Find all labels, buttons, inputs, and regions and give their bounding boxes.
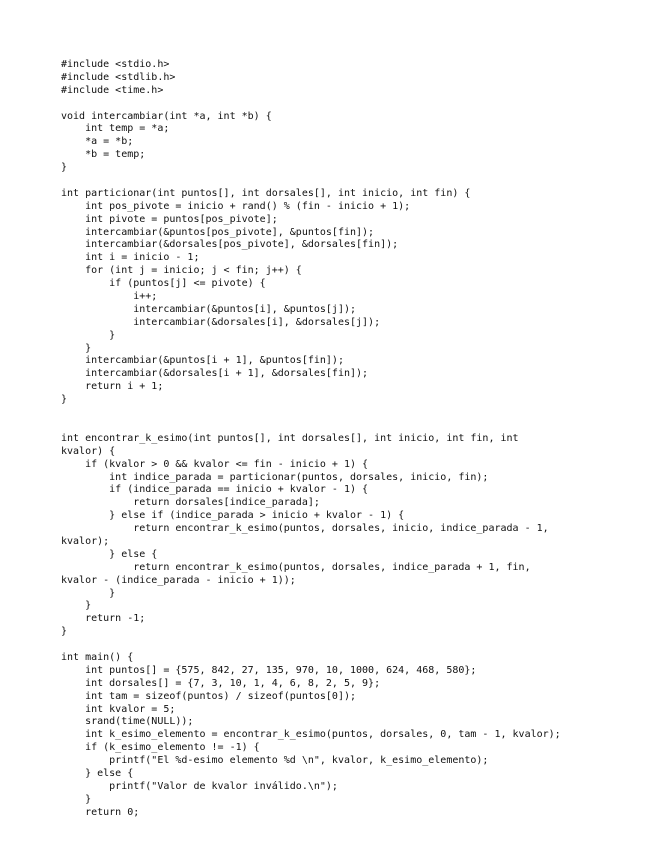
code-line: return encontrar_k_esimo(puntos, dorsales, inicio, indice_parada - 1, (61, 523, 549, 535)
code-line: kvalor); (61, 535, 110, 547)
code-line: return -1; (61, 613, 146, 625)
code-line: int dorsales[] = {7, 3, 10, 1, 4, 6, 8, 2, 5, 9}; (61, 677, 381, 689)
code-line: } (61, 329, 116, 341)
code-line: int k_esimo_elemento = encontrar_k_esimo(puntos, dorsales, 0, tam - 1, kvalor); (61, 729, 561, 741)
code-line: } (61, 600, 92, 612)
code-line (61, 98, 561, 111)
code-line: int encontrar_k_esimo(int puntos[], int dorsales[], int inicio, int fin, int (61, 432, 519, 444)
code-line: kvalor - (indice_parada - inicio + 1)); (61, 574, 296, 586)
code-line: int puntos[] = {575, 842, 27, 135, 970, 10, 1000, 624, 468, 580}; (61, 664, 477, 676)
code-line: } (61, 793, 92, 805)
code-line: } else if (indice_parada > inicio + kvalor - 1) { (61, 510, 405, 522)
code-line (61, 420, 561, 433)
code-line: int pivote = puntos[pos_pivote]; (61, 213, 278, 225)
code-line (61, 175, 561, 188)
code-line: } (61, 626, 68, 638)
code-line: *a = *b; (61, 136, 134, 148)
code-line: intercambiar(&puntos[pos_pivote], &puntos[fin]); (61, 226, 375, 238)
code-line: int indice_parada = particionar(puntos, dorsales, inicio, fin); (61, 471, 489, 483)
code-line: #include <stdlib.h> (61, 71, 176, 83)
code-line: intercambiar(&puntos[i], &puntos[j]); (61, 303, 357, 315)
code-line: return 0; (61, 806, 140, 818)
code-line (61, 407, 561, 420)
code-line: } (61, 587, 116, 599)
code-line: if (indice_parada == inicio + kvalor - 1) { (61, 484, 369, 496)
code-line: if (kvalor > 0 && kvalor <= fin - inicio + 1) { (61, 458, 369, 470)
code-line: return dorsales[indice_parada]; (61, 497, 320, 509)
code-line (61, 639, 561, 652)
code-line: } (61, 342, 92, 354)
code-line: for (int j = inicio; j < fin; j++) { (61, 265, 302, 277)
code-line: intercambiar(&dorsales[i], &dorsales[j]); (61, 316, 381, 328)
code-line: } (61, 162, 68, 174)
code-line: if (puntos[j] <= pivote) { (61, 278, 266, 290)
code-line: kvalor) { (61, 445, 116, 457)
code-line: int main() { (61, 651, 134, 663)
code-line: srand(time(NULL)); (61, 716, 194, 728)
code-line: printf("El %d-esimo elemento %d \n", kvalor, k_esimo_elemento); (61, 755, 489, 767)
code-line: int kvalor = 5; (61, 703, 176, 715)
code-line: #include <stdio.h> (61, 59, 170, 70)
code-line: return encontrar_k_esimo(puntos, dorsales, indice_parada + 1, fin, (61, 561, 531, 573)
code-line: } else { (61, 548, 158, 560)
code-line: printf("Valor de kvalor inválido.\n"); (61, 780, 338, 792)
code-line: int i = inicio - 1; (61, 252, 200, 264)
code-line: int particionar(int puntos[], int dorsales[], int inicio, int fin) { (61, 187, 471, 199)
code-line: *b = temp; (61, 149, 146, 161)
code-line: int temp = *a; (61, 123, 170, 135)
source-code-block (61, 59, 561, 820)
code-line: void intercambiar(int *a, int *b) { (61, 110, 272, 122)
code-line: #include <time.h> (61, 84, 164, 96)
code-line: int pos_pivote = inicio + rand() % (fin - inicio + 1); (61, 200, 411, 212)
code-line: if (k_esimo_elemento != -1) { (61, 742, 260, 754)
code-line: i++; (61, 291, 158, 303)
code-line: } (61, 394, 68, 406)
code-line: intercambiar(&puntos[i + 1], &puntos[fin]); (61, 355, 344, 367)
code-line: intercambiar(&dorsales[i + 1], &dorsales[fin]); (61, 368, 369, 380)
code-line: int tam = sizeof(puntos) / sizeof(puntos[0]); (61, 690, 357, 702)
code-line: return i + 1; (61, 381, 164, 393)
code-line: } else { (61, 767, 134, 779)
code-line: intercambiar(&dorsales[pos_pivote], &dorsales[fin]); (61, 239, 399, 251)
